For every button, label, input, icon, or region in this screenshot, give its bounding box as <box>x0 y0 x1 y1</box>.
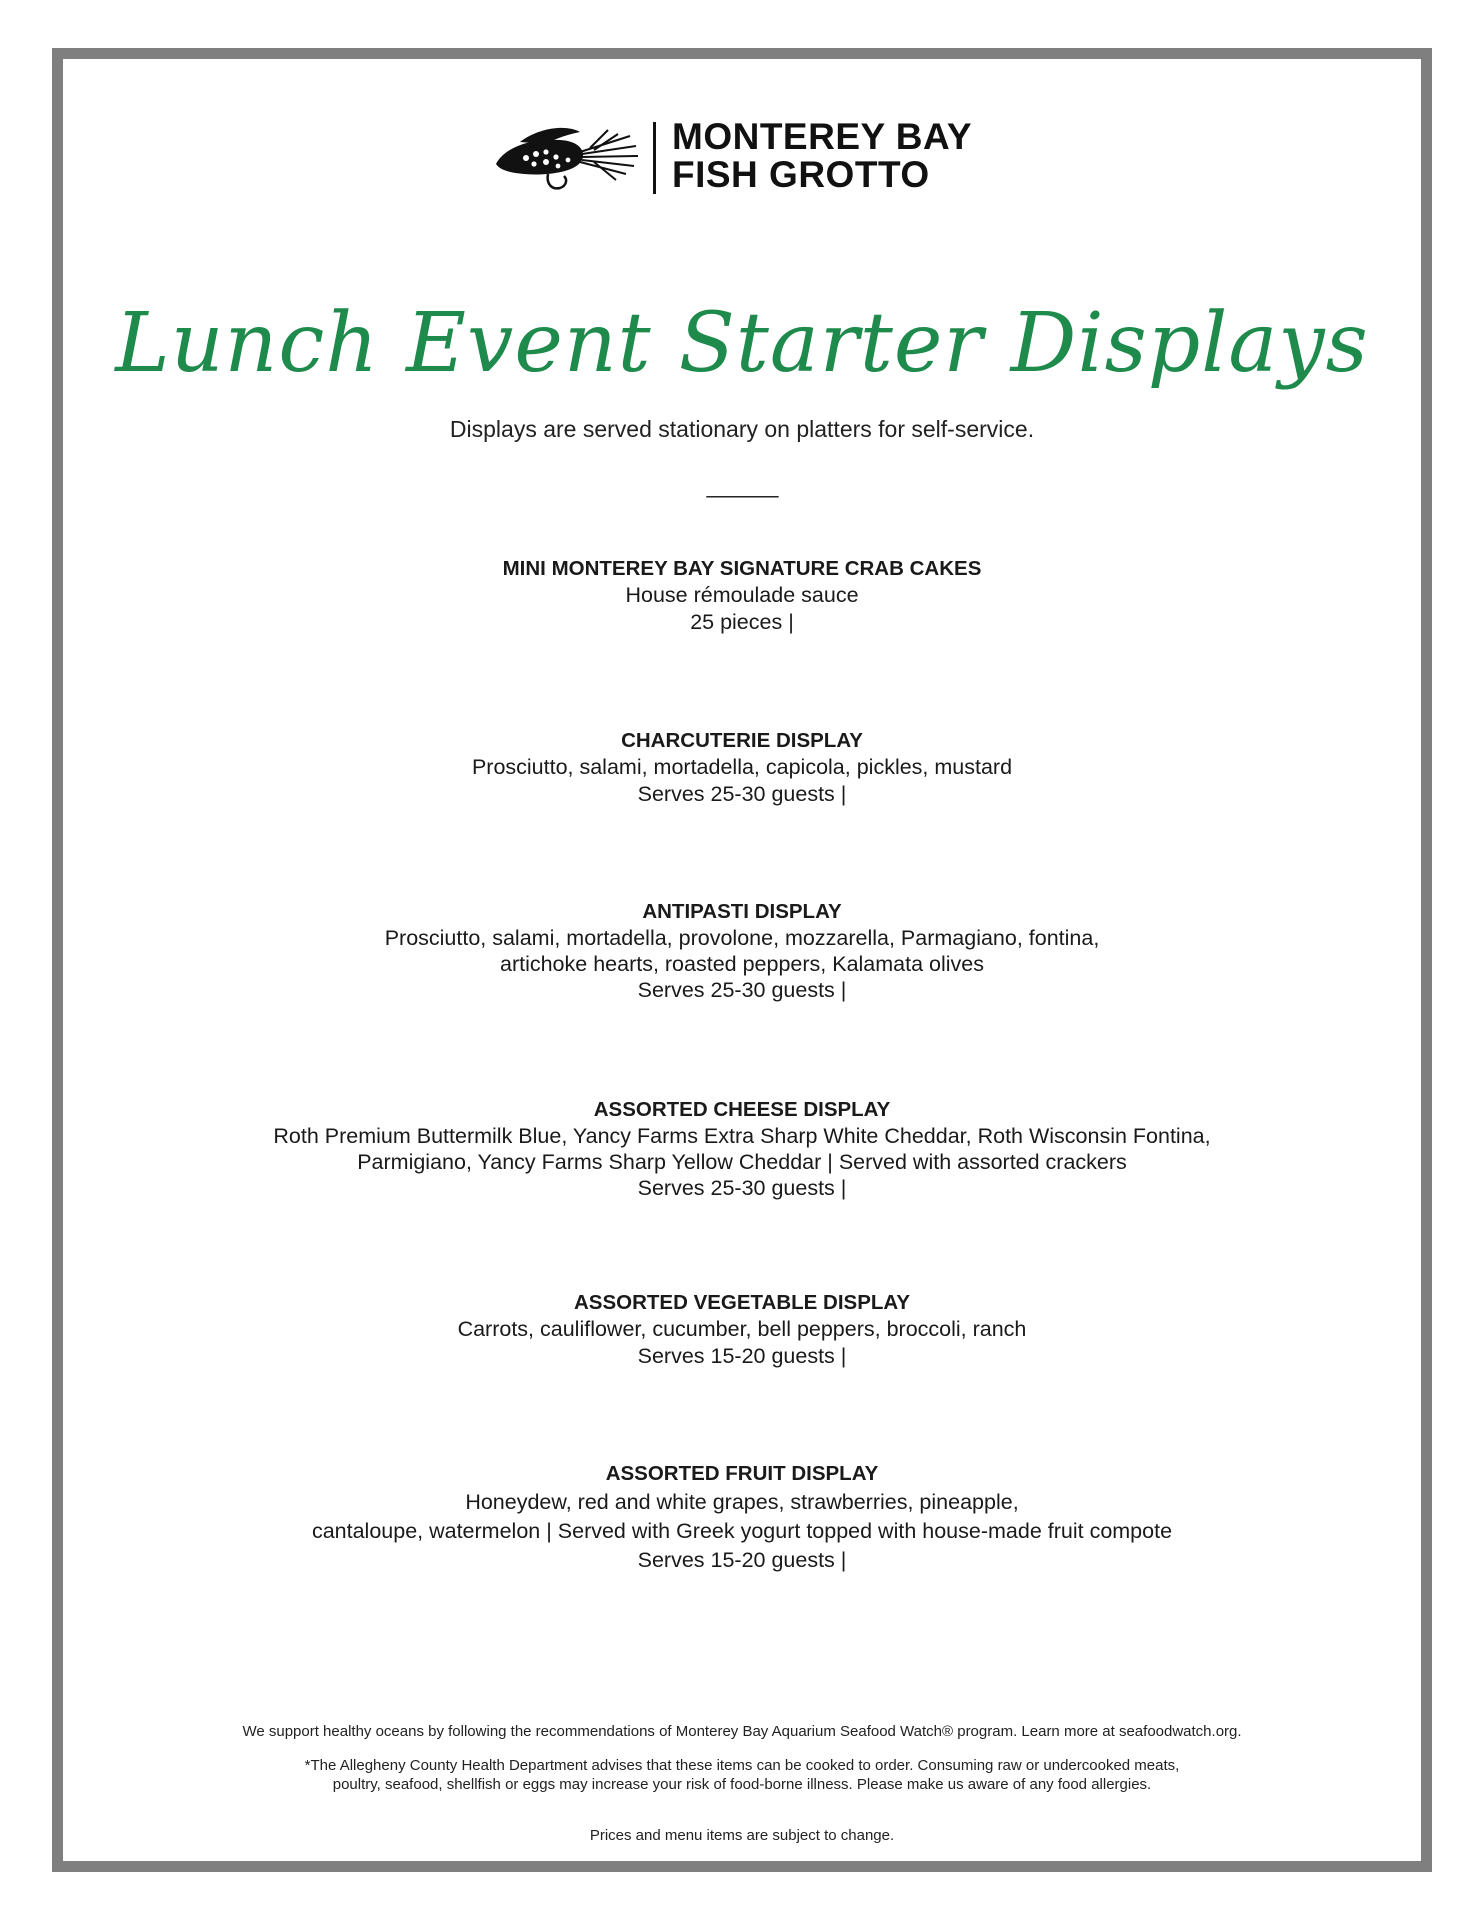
page-title: Lunch Event Starter Displays <box>115 296 1369 391</box>
section-description: cantaloupe, watermelon | Served with Greek yogurt topped with house-made fruit compote <box>311 1519 1173 1543</box>
health-advisory-line: poultry, seafood, shellfish or eggs may increase your risk of food-borne illness. Please make us aware of any food allergies. <box>332 1776 1152 1793</box>
prices-note: Prices and menu items are subject to change. <box>589 1827 895 1844</box>
brand-line-2: FISH GROTTO <box>672 154 930 195</box>
section-description: Carrots, cauliflower, cucumber, bell peppers, broccoli, ranch <box>457 1317 1027 1341</box>
section-name: ASSORTED VEGETABLE DISPLAY <box>573 1291 911 1314</box>
section-name: MINI MONTEREY BAY SIGNATURE CRAB CAKES <box>502 557 982 580</box>
menu-section <box>0 1459 1484 1575</box>
section-description: Roth Premium Buttermilk Blue, Yancy Farms Extra Sharp White Cheddar, Roth Wisconsin Fontina, <box>273 1124 1211 1148</box>
section-serving: Serves 25-30 guests | <box>637 1176 847 1200</box>
brand-logo <box>490 118 1000 202</box>
section-serving: 25 pieces | <box>690 610 794 634</box>
menu-section <box>0 1289 1484 1370</box>
menu-section <box>0 1097 1484 1201</box>
section-name: ASSORTED FRUIT DISPLAY <box>605 1462 879 1485</box>
health-advisory <box>0 1756 1484 1794</box>
section-description: Parmigiano, Yancy Farms Sharp Yellow Cheddar | Served with assorted crackers <box>357 1150 1127 1174</box>
menu-section <box>0 555 1484 636</box>
section-serving: Serves 15-20 guests | <box>637 1548 847 1572</box>
section-serving: Serves 25-30 guests | <box>637 978 847 1002</box>
menu-section <box>0 899 1484 1003</box>
logo-divider <box>653 122 656 194</box>
section-description: artichoke hearts, roasted peppers, Kalamata olives <box>499 952 984 976</box>
section-serving: Serves 25-30 guests | <box>637 782 847 806</box>
title-divider: ______ <box>706 472 778 498</box>
menu-section <box>0 727 1484 808</box>
section-serving: Serves 15-20 guests | <box>637 1344 847 1368</box>
seafood-watch-note: We support healthy oceans by following the recommendations of Monterey Bay Aquarium Seafood Watch® program. Learn more at seafoodwatch.org. <box>242 1723 1242 1740</box>
section-name: ANTIPASTI DISPLAY <box>642 900 842 923</box>
fishing-fly-icon <box>490 124 640 194</box>
section-name: CHARCUTERIE DISPLAY <box>621 729 863 752</box>
brand-line-1: MONTEREY BAY <box>672 116 973 157</box>
section-description: Honeydew, red and white grapes, strawberries, pineapple, <box>465 1490 1019 1514</box>
section-description: House rémoulade sauce <box>625 583 859 607</box>
section-name: ASSORTED CHEESE DISPLAY <box>593 1098 891 1121</box>
section-description: Prosciutto, salami, mortadella, provolone, mozzarella, Parmagiano, fontina, <box>384 926 1100 950</box>
health-advisory-line: *The Allegheny County Health Department advises that these items can be cooked to order. Consuming raw or undercooked meats, <box>304 1757 1180 1774</box>
section-description: Prosciutto, salami, mortadella, capicola, pickles, mustard <box>471 755 1013 779</box>
brand-name <box>672 118 972 194</box>
page-subtitle: Displays are served stationary on platters for self-service. <box>449 416 1035 442</box>
